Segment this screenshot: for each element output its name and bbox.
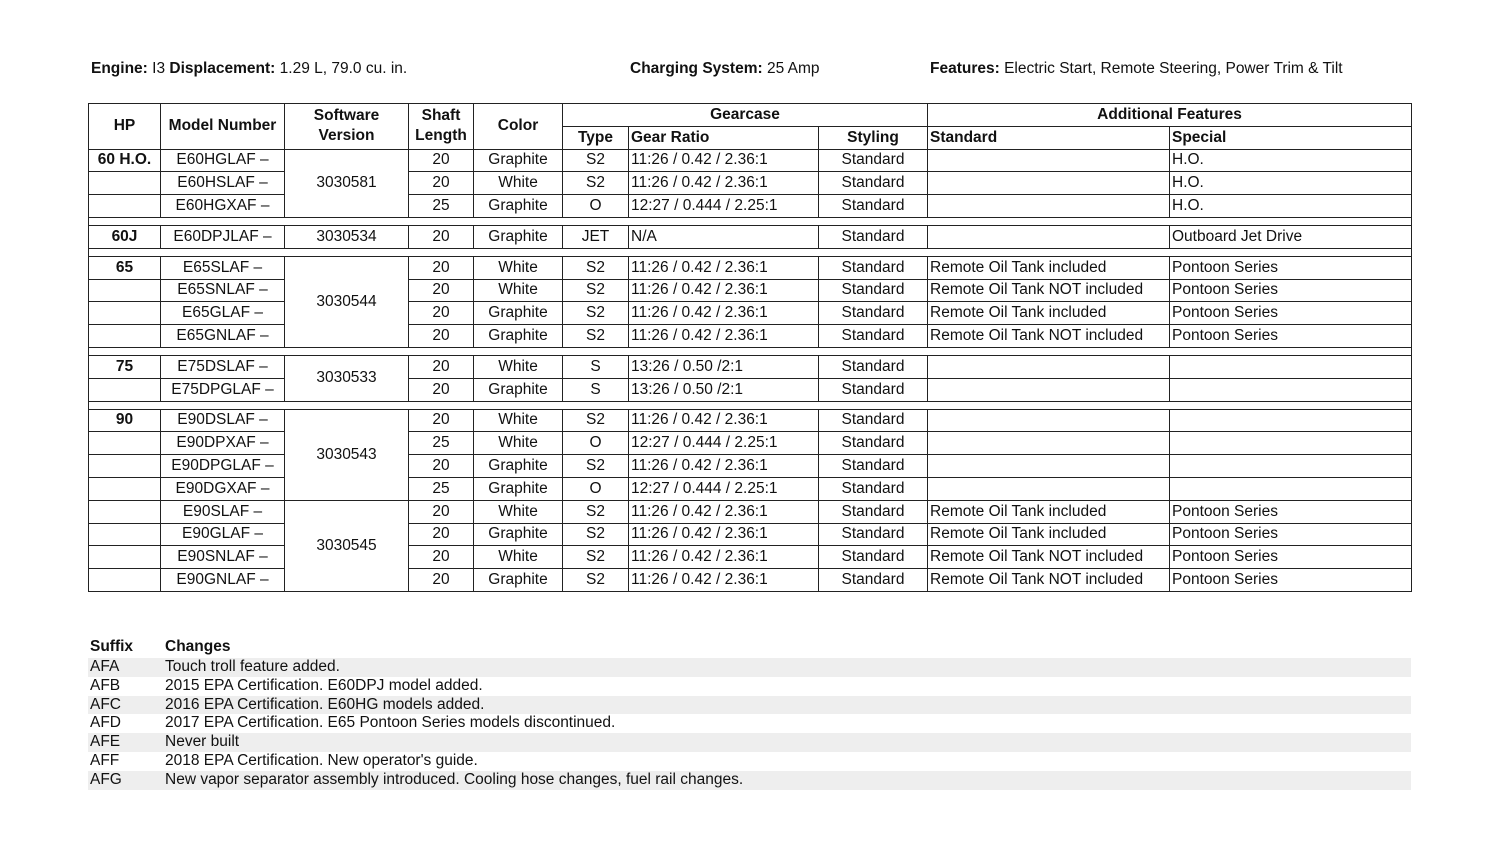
- hp-cell: [89, 523, 161, 546]
- gear-ratio-cell: 13:26 / 0.50 /2:1: [629, 355, 819, 378]
- color-cell: White: [474, 172, 563, 195]
- gearcase-type-cell: S2: [563, 546, 629, 569]
- gear-ratio-cell: 11:26 / 0.42 / 2.36:1: [629, 569, 819, 592]
- table-row: [89, 256, 1412, 279]
- header-gearcase: Gearcase: [563, 104, 928, 127]
- styling-cell: Standard: [819, 378, 928, 401]
- shaft-length-cell: 20: [409, 302, 474, 325]
- styling-cell: Standard: [819, 172, 928, 195]
- styling-cell: Standard: [819, 409, 928, 432]
- header-standard: Standard: [928, 126, 1170, 149]
- features-spec: [930, 60, 1343, 78]
- suffix-row: [88, 714, 1411, 733]
- suffix-header-changes: Changes: [165, 638, 231, 655]
- charging-spec: [630, 60, 820, 78]
- hp-cell: [89, 378, 161, 401]
- gear-ratio-cell: 12:27 / 0.444 / 2.25:1: [629, 195, 819, 218]
- shaft-length-cell: 20: [409, 172, 474, 195]
- software-version-cell: 3030545: [285, 500, 409, 591]
- gear-ratio-cell: 12:27 / 0.444 / 2.25:1: [629, 477, 819, 500]
- header-shaft-line2: Length: [415, 127, 467, 145]
- suffix-row: [88, 771, 1411, 790]
- hp-cell: [89, 325, 161, 348]
- features-label: Features:: [930, 60, 1000, 77]
- software-version-cell: 3030543: [285, 409, 409, 500]
- model-table-body: [89, 149, 1412, 591]
- shaft-length-cell: 20: [409, 500, 474, 523]
- special-feature-cell: H.O.: [1170, 195, 1412, 218]
- gear-ratio-cell: 11:26 / 0.42 / 2.36:1: [629, 546, 819, 569]
- hp-cell: [89, 500, 161, 523]
- suffix-row: [88, 677, 1411, 696]
- styling-cell: Standard: [819, 477, 928, 500]
- shaft-length-cell: 20: [409, 523, 474, 546]
- suffix-change: New vapor separator assembly introduced. Cooling hose changes, fuel rail changes.: [165, 770, 744, 788]
- gear-ratio-cell: 11:26 / 0.42 / 2.36:1: [629, 500, 819, 523]
- model-number-cell: E90SNLAF –: [161, 546, 285, 569]
- gear-ratio-cell: 11:26 / 0.42 / 2.36:1: [629, 325, 819, 348]
- suffix-change: 2017 EPA Certification. E65 Pontoon Series models discontinued.: [165, 714, 616, 732]
- suffix-change: Touch troll feature added.: [165, 658, 340, 675]
- suffix-change: Never built: [165, 733, 240, 751]
- header-additional-features: Additional Features: [928, 104, 1412, 127]
- model-number-cell: E90DSLAF –: [161, 409, 285, 432]
- special-feature-cell: Pontoon Series: [1170, 279, 1412, 302]
- special-feature-cell: Pontoon Series: [1170, 302, 1412, 325]
- group-separator: [89, 217, 1412, 225]
- gearcase-type-cell: S2: [563, 523, 629, 546]
- gear-ratio-cell: 13:26 / 0.50 /2:1: [629, 378, 819, 401]
- group-separator: [89, 401, 1412, 409]
- shaft-length-cell: 20: [409, 279, 474, 302]
- gearcase-type-cell: S2: [563, 325, 629, 348]
- hp-cell: [89, 172, 161, 195]
- suffix-code: AFC: [90, 695, 121, 713]
- gearcase-type-cell: O: [563, 432, 629, 455]
- standard-feature-cell: Remote Oil Tank NOT included: [928, 279, 1170, 302]
- hp-cell: 90: [89, 409, 161, 432]
- gear-ratio-cell: 11:26 / 0.42 / 2.36:1: [629, 302, 819, 325]
- shaft-length-cell: 20: [409, 409, 474, 432]
- suffix-header-suffix: Suffix: [90, 638, 134, 655]
- gearcase-type-cell: S: [563, 355, 629, 378]
- color-cell: Graphite: [474, 523, 563, 546]
- suffix-code: AFE: [90, 733, 121, 751]
- suffix-code: AFA: [90, 658, 120, 675]
- standard-feature-cell: [928, 172, 1170, 195]
- standard-feature-cell: [928, 409, 1170, 432]
- hp-cell: 65: [89, 256, 161, 279]
- software-version-cell: 3030544: [285, 256, 409, 347]
- shaft-length-cell: 20: [409, 378, 474, 401]
- displacement-label: Displacement:: [169, 60, 276, 77]
- styling-cell: Standard: [819, 546, 928, 569]
- gearcase-type-cell: JET: [563, 225, 629, 248]
- gear-ratio-cell: N/A: [629, 225, 819, 248]
- shaft-length-cell: 25: [409, 195, 474, 218]
- model-number-cell: E60HGLAF –: [161, 149, 285, 172]
- special-feature-cell: H.O.: [1170, 172, 1412, 195]
- group-separator-cell: [89, 217, 1412, 225]
- model-number-cell: E60HGXAF –: [161, 195, 285, 218]
- suffix-header: [88, 638, 1411, 658]
- table-row: [89, 409, 1412, 432]
- gearcase-type-cell: S2: [563, 569, 629, 592]
- header-software-line1: Software: [313, 107, 380, 125]
- color-cell: White: [474, 409, 563, 432]
- hp-cell: [89, 477, 161, 500]
- model-number-cell: E65SLAF –: [161, 256, 285, 279]
- special-feature-cell: Pontoon Series: [1170, 500, 1412, 523]
- standard-feature-cell: Remote Oil Tank NOT included: [928, 569, 1170, 592]
- model-number-cell: E65GLAF –: [161, 302, 285, 325]
- gearcase-type-cell: S: [563, 378, 629, 401]
- gear-ratio-cell: 12:27 / 0.444 / 2.25:1: [629, 432, 819, 455]
- engine-value: I3: [147, 60, 170, 77]
- shaft-length-cell: 20: [409, 225, 474, 248]
- standard-feature-cell: [928, 225, 1170, 248]
- group-separator: [89, 248, 1412, 256]
- special-feature-cell: H.O.: [1170, 149, 1412, 172]
- suffix-table: [88, 638, 1411, 790]
- suffix-row: [88, 658, 1411, 677]
- model-number-cell: E60HSLAF –: [161, 172, 285, 195]
- styling-cell: Standard: [819, 279, 928, 302]
- gearcase-type-cell: S2: [563, 455, 629, 478]
- styling-cell: Standard: [819, 432, 928, 455]
- special-feature-cell: [1170, 378, 1412, 401]
- header-gear-ratio: Gear Ratio: [629, 126, 819, 149]
- table-row: [89, 500, 1412, 523]
- gear-ratio-cell: 11:26 / 0.42 / 2.36:1: [629, 149, 819, 172]
- special-feature-cell: Pontoon Series: [1170, 569, 1412, 592]
- suffix-change: 2015 EPA Certification. E60DPJ model added.: [165, 676, 483, 694]
- shaft-length-cell: 20: [409, 149, 474, 172]
- gearcase-type-cell: O: [563, 195, 629, 218]
- suffix-row: [88, 696, 1411, 715]
- styling-cell: Standard: [819, 500, 928, 523]
- header-model-number: Model Number: [161, 104, 285, 150]
- model-number-cell: E90DGXAF –: [161, 477, 285, 500]
- model-number-cell: E90SLAF –: [161, 500, 285, 523]
- styling-cell: Standard: [819, 569, 928, 592]
- special-feature-cell: [1170, 432, 1412, 455]
- color-cell: Graphite: [474, 195, 563, 218]
- model-number-cell: E65SNLAF –: [161, 279, 285, 302]
- special-feature-cell: [1170, 477, 1412, 500]
- color-cell: White: [474, 432, 563, 455]
- software-version-cell: 3030533: [285, 355, 409, 401]
- header-software-version: [285, 104, 409, 150]
- gear-ratio-cell: 11:26 / 0.42 / 2.36:1: [629, 455, 819, 478]
- shaft-length-cell: 20: [409, 546, 474, 569]
- hp-cell: [89, 302, 161, 325]
- styling-cell: Standard: [819, 455, 928, 478]
- shaft-length-cell: 20: [409, 256, 474, 279]
- software-version-cell: 3030534: [285, 225, 409, 248]
- gearcase-type-cell: S2: [563, 256, 629, 279]
- gearcase-type-cell: S2: [563, 500, 629, 523]
- styling-cell: Standard: [819, 149, 928, 172]
- special-feature-cell: Pontoon Series: [1170, 325, 1412, 348]
- color-cell: Graphite: [474, 378, 563, 401]
- standard-feature-cell: Remote Oil Tank included: [928, 523, 1170, 546]
- group-separator: [89, 347, 1412, 355]
- shaft-length-cell: 20: [409, 355, 474, 378]
- suffix-code: AFG: [90, 770, 122, 788]
- header-styling: Styling: [819, 126, 928, 149]
- color-cell: Graphite: [474, 302, 563, 325]
- suffix-code: AFF: [90, 751, 120, 769]
- color-cell: Graphite: [474, 455, 563, 478]
- model-number-cell: E90GNLAF –: [161, 569, 285, 592]
- suffix-code: AFD: [90, 714, 121, 732]
- software-version-cell: 3030581: [285, 149, 409, 217]
- charging-label: Charging System:: [630, 60, 763, 77]
- standard-feature-cell: [928, 355, 1170, 378]
- special-feature-cell: [1170, 409, 1412, 432]
- color-cell: Graphite: [474, 569, 563, 592]
- gear-ratio-cell: 11:26 / 0.42 / 2.36:1: [629, 523, 819, 546]
- charging-value: 25 Amp: [762, 60, 820, 77]
- styling-cell: Standard: [819, 325, 928, 348]
- special-feature-cell: [1170, 455, 1412, 478]
- header-color: Color: [474, 104, 563, 150]
- suffix-body: [88, 658, 1411, 790]
- styling-cell: Standard: [819, 225, 928, 248]
- model-number-cell: E75DSLAF –: [161, 355, 285, 378]
- special-feature-cell: Outboard Jet Drive: [1170, 225, 1412, 248]
- standard-feature-cell: Remote Oil Tank included: [928, 256, 1170, 279]
- special-feature-cell: [1170, 355, 1412, 378]
- styling-cell: Standard: [819, 195, 928, 218]
- gearcase-type-cell: S2: [563, 149, 629, 172]
- header-type: Type: [563, 126, 629, 149]
- color-cell: Graphite: [474, 477, 563, 500]
- standard-feature-cell: [928, 432, 1170, 455]
- styling-cell: Standard: [819, 355, 928, 378]
- styling-cell: Standard: [819, 302, 928, 325]
- hp-cell: [89, 569, 161, 592]
- color-cell: White: [474, 355, 563, 378]
- table-row: [89, 149, 1412, 172]
- suffix-row: [88, 752, 1411, 771]
- hp-cell: 75: [89, 355, 161, 378]
- shaft-length-cell: 25: [409, 477, 474, 500]
- color-cell: Graphite: [474, 149, 563, 172]
- gearcase-type-cell: S2: [563, 172, 629, 195]
- special-feature-cell: Pontoon Series: [1170, 546, 1412, 569]
- header-shaft-line1: Shaft: [421, 107, 461, 125]
- standard-feature-cell: Remote Oil Tank NOT included: [928, 546, 1170, 569]
- header-hp: HP: [89, 104, 161, 150]
- header-software-line2: Version: [318, 127, 375, 145]
- features-value: Electric Start, Remote Steering, Power Trim & Tilt: [999, 60, 1343, 77]
- shaft-length-cell: 20: [409, 325, 474, 348]
- hp-cell: 60J: [89, 225, 161, 248]
- color-cell: Graphite: [474, 225, 563, 248]
- header-shaft-length: [409, 104, 474, 150]
- standard-feature-cell: Remote Oil Tank NOT included: [928, 325, 1170, 348]
- standard-feature-cell: [928, 378, 1170, 401]
- standard-feature-cell: [928, 477, 1170, 500]
- gearcase-type-cell: S2: [563, 279, 629, 302]
- gear-ratio-cell: 11:26 / 0.42 / 2.36:1: [629, 256, 819, 279]
- styling-cell: Standard: [819, 523, 928, 546]
- standard-feature-cell: Remote Oil Tank included: [928, 302, 1170, 325]
- group-separator-cell: [89, 401, 1412, 409]
- gear-ratio-cell: 11:26 / 0.42 / 2.36:1: [629, 409, 819, 432]
- shaft-length-cell: 25: [409, 432, 474, 455]
- table-row: [89, 225, 1412, 248]
- special-feature-cell: Pontoon Series: [1170, 256, 1412, 279]
- header-special: Special: [1170, 126, 1412, 149]
- standard-feature-cell: Remote Oil Tank included: [928, 500, 1170, 523]
- model-number-cell: E90DPXAF –: [161, 432, 285, 455]
- suffix-code: AFB: [90, 676, 121, 694]
- hp-cell: [89, 432, 161, 455]
- hp-cell: 60 H.O.: [89, 149, 161, 172]
- group-separator-cell: [89, 248, 1412, 256]
- hp-cell: [89, 195, 161, 218]
- model-number-cell: E75DPGLAF –: [161, 378, 285, 401]
- standard-feature-cell: [928, 195, 1170, 218]
- gearcase-type-cell: S2: [563, 409, 629, 432]
- displacement-value: 1.29 L, 79.0 cu. in.: [275, 60, 408, 77]
- table-row: [89, 355, 1412, 378]
- gearcase-type-cell: O: [563, 477, 629, 500]
- shaft-length-cell: 20: [409, 569, 474, 592]
- engine-spec: [91, 60, 407, 78]
- gearcase-type-cell: S2: [563, 302, 629, 325]
- suffix-change: 2018 EPA Certification. New operator's guide.: [165, 751, 478, 769]
- standard-feature-cell: [928, 149, 1170, 172]
- engine-label: Engine:: [91, 60, 148, 77]
- suffix-row: [88, 733, 1411, 752]
- model-number-cell: E65GNLAF –: [161, 325, 285, 348]
- group-separator-cell: [89, 347, 1412, 355]
- model-table: [88, 103, 1412, 592]
- model-number-cell: E90DPGLAF –: [161, 455, 285, 478]
- special-feature-cell: Pontoon Series: [1170, 523, 1412, 546]
- color-cell: White: [474, 256, 563, 279]
- hp-cell: [89, 546, 161, 569]
- suffix-change: 2016 EPA Certification. E60HG models added.: [165, 695, 485, 713]
- color-cell: White: [474, 500, 563, 523]
- hp-cell: [89, 455, 161, 478]
- color-cell: White: [474, 279, 563, 302]
- model-number-cell: E90GLAF –: [161, 523, 285, 546]
- styling-cell: Standard: [819, 256, 928, 279]
- model-number-cell: E60DPJLAF –: [161, 225, 285, 248]
- gear-ratio-cell: 11:26 / 0.42 / 2.36:1: [629, 172, 819, 195]
- shaft-length-cell: 20: [409, 455, 474, 478]
- gear-ratio-cell: 11:26 / 0.42 / 2.36:1: [629, 279, 819, 302]
- color-cell: Graphite: [474, 325, 563, 348]
- hp-cell: [89, 279, 161, 302]
- standard-feature-cell: [928, 455, 1170, 478]
- color-cell: White: [474, 546, 563, 569]
